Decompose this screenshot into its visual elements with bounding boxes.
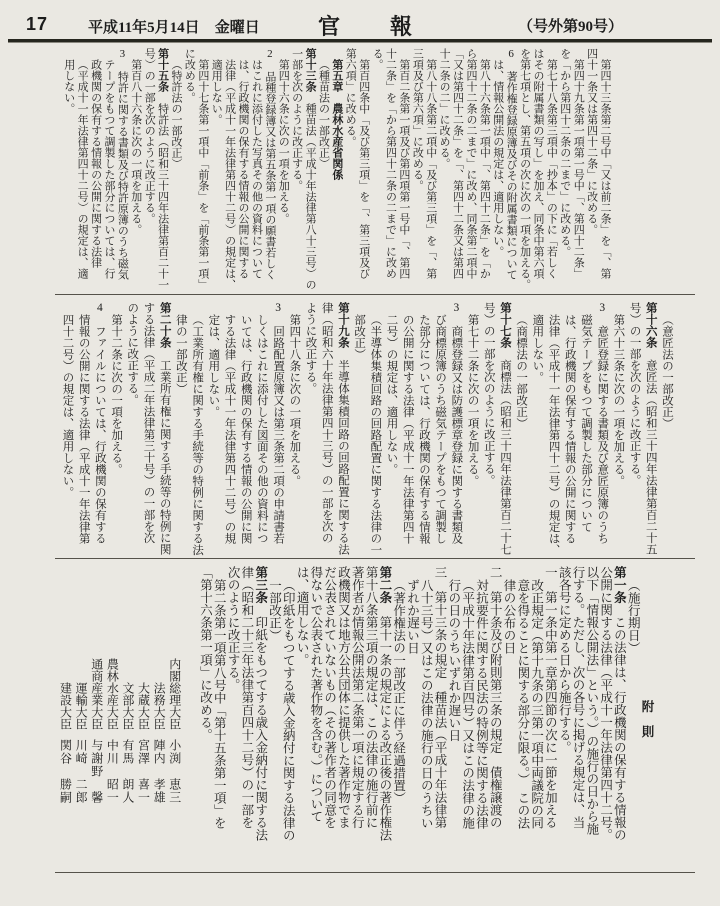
- text-column: 第六十三条に次の一項を加える。: [612, 313, 625, 486]
- text-column: （半導体集積回路の回路配置に関する法律の一: [369, 313, 382, 555]
- text-column: に改める。: [183, 48, 196, 103]
- text-column: 律（昭和二十三年法律第百四十二号）の一部を: [239, 566, 254, 829]
- minister-title: 農林水産大臣: [105, 658, 120, 730]
- text-column: び商標原簿のうち磁気テープをもつて調製し: [434, 313, 447, 544]
- text-column: （平成十一年法律第四十二号）の規定は、適: [76, 59, 89, 279]
- text-column: いては、行政機関の保有する情報の公開に関: [239, 313, 252, 544]
- text-column: 二 第十条及び附則第三条の規定 債権譲渡の: [488, 566, 503, 829]
- text-column: だ公表されていないもの（その著作者の同意を: [322, 566, 337, 829]
- header-rule: [8, 39, 712, 43]
- text-column: 政機関又は地方公共団体に提供した著作物でま: [336, 566, 351, 829]
- article-number: 第十六条: [644, 302, 657, 348]
- text-column: 4 ファイルについては、行政機関の保有する: [93, 302, 106, 544]
- text-column: 部改正）: [353, 313, 366, 360]
- minister-name: 有馬 朗人: [120, 739, 135, 804]
- signature: [119, 658, 135, 804]
- text-column: （著作権法の一部改正に伴う経過措置）: [391, 578, 406, 804]
- text-column: はこれに添付した写真その他の資料について: [250, 59, 263, 279]
- text-column: （印紙をもつてする歳入金納付に関する法律の: [281, 578, 296, 841]
- text-column: 第百二条第一項及び第四項第一号中「、第四: [397, 59, 410, 279]
- text-column: 第一条 この法律は、行政機関の保有する情報の: [612, 566, 627, 841]
- text-column: 三項及び第六項」に改める。: [411, 48, 424, 191]
- minister-name: 宮澤 喜一: [136, 739, 151, 804]
- signature: [73, 658, 89, 804]
- text-column: 第四十三条第二号中「又は前二条」を「、第: [599, 59, 611, 279]
- text-column: 次のように改正する。: [226, 566, 241, 691]
- text-column: 律の一部改正）: [174, 313, 187, 394]
- text-column: 3 特許に関する書類及び特許原簿のうち磁気: [116, 48, 129, 280]
- article-number: 第十五条: [156, 48, 169, 92]
- article-number: 第一条: [612, 566, 627, 604]
- text-column: 磁気テープをもつて調製した部分について: [579, 313, 592, 532]
- text-column: は、行政機関の保有する情報の公開に関する: [237, 59, 250, 279]
- page-header: [0, 8, 720, 40]
- text-column: 改正規定（第十九条の三第一項中両議院の同: [529, 578, 544, 829]
- text-column: 第十七条 商標法（昭和三十四年法律第百二十七: [498, 302, 511, 555]
- text-column: 第三条 印紙をもつてする歳入金納付に関する法: [253, 566, 268, 841]
- signature: [166, 658, 182, 804]
- text-column: 第四十七条第一項中「前条」を「前条第一項」: [196, 59, 209, 290]
- article-number: 第十七条: [498, 302, 511, 348]
- issue-number: （号外第90号）: [518, 19, 624, 35]
- text-column: を第七項とし、第五項の次に次の一項を加える。: [518, 48, 531, 290]
- text-column: は、行政機関の保有する情報の公開に関する: [563, 313, 576, 544]
- text-band-top: [55, 48, 695, 295]
- signature: [151, 658, 167, 804]
- text-column: する法律（平成二年法律第三十号）の一部を次: [142, 302, 155, 544]
- text-column: 法律（平成十一年法律第四十二号）の規定は、: [223, 59, 236, 290]
- text-column: 第十五条 特許法（昭和三十四年法律第百二十一: [156, 48, 169, 290]
- text-column: 一部を次のように改正する。: [290, 48, 303, 191]
- minister-title: 法務大臣: [152, 682, 167, 730]
- page-number: 17: [26, 14, 49, 34]
- text-column: 該各号に定める日から施行する。: [557, 566, 572, 754]
- text-column: 第百四条中「及び第三項」を「、第三項及び: [357, 59, 370, 279]
- text-column: 第六項」に改める。: [344, 48, 357, 147]
- text-column: 適用しない。: [531, 313, 544, 383]
- minister-name: 川崎 二郎: [74, 739, 89, 804]
- text-column: 第十二条に次の一項を加える。: [110, 313, 123, 475]
- text-column: 第四十六条に次の一項を加える。: [277, 59, 290, 224]
- text-column: する法律（平成十一年法律第四十二号）の規: [223, 313, 236, 544]
- minister-title: 大蔵大臣: [136, 682, 151, 730]
- article-number: 第三条: [253, 566, 268, 604]
- text-column: 第七十二条に次の一項を加える。: [466, 313, 479, 486]
- text-column: 第十三条 種苗法（平成十年法律第八十三号）の: [304, 48, 317, 290]
- minister-name: 小渕 恵三: [167, 739, 182, 804]
- text-column: 第八十六条第一項中「、第四十二条」を「か: [478, 59, 491, 279]
- text-column: 意を得ることに関する部分に限る。） この法: [515, 578, 530, 829]
- text-column: 第十六条 意匠法（昭和三十四年法律第百二十五: [644, 302, 657, 555]
- minister-name: 関谷 勝嗣: [58, 739, 73, 804]
- text-column: ように改正する。: [304, 302, 317, 394]
- text-column: る。: [371, 48, 384, 70]
- text-column: 定は、適用しない。: [207, 313, 220, 417]
- text-column: 号）の一部を次のように改正する。: [482, 302, 495, 486]
- text-column: 第四十八条に次の一項を加える。: [288, 313, 301, 486]
- text-column: （種苗法の一部改正）: [317, 59, 330, 169]
- text-column: 第七十八条第三項中「抄本」の下に「若しく: [545, 59, 558, 279]
- signature: [88, 658, 104, 804]
- text-column: 四十一条又は第四十二条」に改める。: [585, 48, 598, 235]
- text-column: 十二条」を「から第四十二条の二まで」に改め: [384, 48, 397, 279]
- text-column: 公開に関する法律（平成十一年法律第四十二号。: [598, 566, 613, 841]
- text-column: 律の公布の日: [502, 578, 517, 654]
- minister-title: 運輸大臣: [74, 682, 89, 730]
- issue-date: 平成11年5月14日 金曜日: [88, 20, 260, 36]
- text-column: は、情報公開法の規定は、適用しない。: [491, 59, 504, 257]
- signature: [104, 658, 120, 804]
- text-column: 6 著作権登録原簿及びその附属書類について: [505, 48, 518, 280]
- text-column: 第四十九条第一項第一号中「、第四十二条」: [572, 59, 585, 279]
- text-column: た部分については、行政機関の保有する情報: [417, 313, 430, 544]
- text-column: 第十八条第三項の規定は、この法律の施行前に: [364, 566, 379, 829]
- text-column: 行の日のうちいずれか遅い日: [446, 578, 461, 741]
- text-column: （商標法の一部改正）: [515, 313, 528, 429]
- text-column: 第二条 第十一条の規定による改正後の著作権法: [377, 566, 392, 841]
- text-column: 法律（平成十一年法律第四十二号）の規定は、: [547, 313, 560, 555]
- text-column: 2 品種登録簿又は第五条第一項の願書若しく: [263, 48, 276, 280]
- text-column: 得ないで公表された著作物を含む。）について: [308, 566, 323, 823]
- text-column: を「から第四十二条の二まで」に改める。: [558, 48, 571, 257]
- text-column: 「第十六条第一項」に改める。: [198, 566, 213, 741]
- text-band-bottom: [55, 566, 695, 873]
- article-number: 第二条: [377, 566, 392, 604]
- text-column: 四十二号）の規定は、適用しない。: [61, 313, 74, 498]
- text-column: 「又は第四十二条」を「、第四十二条又は第四: [451, 48, 464, 279]
- text-column: 一部改正）: [267, 578, 282, 641]
- text-column: 3 商標登録又は防護標章登録に関する書類及: [450, 302, 463, 544]
- minister-title: 内閣総理大臣: [167, 658, 182, 730]
- text-band-middle: [55, 302, 695, 559]
- text-column: 用しない。: [62, 59, 75, 114]
- text-column: ら第四十二条の二まで」に改め、同条第二項中: [464, 48, 477, 279]
- text-column: 号）の一部を次のように改正する。: [143, 48, 156, 224]
- text-column: 以下「情報公開法」という。）の施行の日から施: [584, 566, 599, 835]
- text-column: しくはこれに添付した図面その他の資料につ: [255, 313, 268, 544]
- text-column: 一 第一条中第一章第四節の次に一節を加える: [543, 566, 558, 829]
- signature: [135, 658, 151, 804]
- gazette-title: 官 報: [318, 14, 415, 39]
- text-column: 第二十条 工業所有権に関する手続等の特例に関: [158, 302, 171, 555]
- text-column: 律（昭和六十年法律第四十三号）の一部を次の: [320, 302, 333, 544]
- text-column: 八十三号）又はこの法律の施行の日のうちい: [419, 578, 434, 829]
- text-column: 三 第十三条の規定 種苗法（平成十年法律第: [433, 566, 448, 829]
- text-column: は、適用しない。: [295, 566, 310, 666]
- text-column: （意匠法の一部改正）: [661, 313, 673, 429]
- text-column: テープをもつて調製した部分については、行: [102, 59, 115, 279]
- text-column: （施行期日）: [626, 578, 641, 654]
- text-column: 第二条第一項第八号中「第十五条第一項」を: [212, 578, 227, 829]
- minister-title: 建設大臣: [58, 682, 73, 730]
- text-column: 政機関の保有する情報の公開に関する法律: [89, 59, 102, 268]
- text-column: 適用しない。: [210, 59, 223, 125]
- article-number: 第二十条: [158, 302, 171, 348]
- text-column: （工業所有権に関する手続等の特例に関する法: [191, 313, 204, 555]
- text-column: のように改正する。: [126, 302, 139, 406]
- text-column: 第百八十六条に次の一項を加える。: [129, 59, 142, 235]
- text-column: ずれか遅い日: [405, 578, 420, 654]
- text-column: 著作者が情報公開法第二条第一項に規定する行: [350, 566, 365, 829]
- minister-name: 中川 昭一: [105, 739, 120, 804]
- text-column: 3 意匠登録に関する書類及び意匠原簿のうち: [596, 302, 609, 544]
- text-column: の公開に関する法律（平成十一年法律第四十: [401, 313, 414, 544]
- text-column: 号）の一部を次のように改正する。: [628, 302, 641, 486]
- minister-name: 陣内 孝雄: [152, 739, 167, 804]
- text-column: 第十九条 半導体集積回路の回路配置に関する法: [336, 302, 349, 555]
- text-column: 十二条の二」に改める。: [438, 48, 451, 169]
- minister-title: 文部大臣: [120, 682, 135, 730]
- signature-block: [57, 566, 182, 804]
- text-column: （特許法の一部改正）: [170, 59, 182, 169]
- minister-title: 通商産業大臣: [89, 658, 104, 730]
- text-column: 情報の公開に関する法律（平成十一年法律第: [77, 313, 90, 544]
- article-number: 第十三条: [304, 48, 317, 92]
- text-column: 第五章 農林水産省関係: [330, 59, 343, 180]
- minister-name: 与謝野 馨: [89, 739, 104, 804]
- text-column: 附 則: [640, 700, 654, 738]
- text-column: 二号）の規定は、適用しない。: [385, 313, 398, 475]
- article-number: 第十九条: [336, 302, 349, 348]
- text-column: 行する。ただし、次の各号に掲げる規定は、当: [571, 566, 586, 829]
- text-column: 対抗要件に関する民法の特例等に関する法律: [474, 578, 489, 829]
- text-column: 第八十八条第二項中「及び第三項」を「、第: [424, 59, 437, 279]
- signature: [57, 658, 73, 804]
- text-column: （平成十年法律第百四号）又はこの法律の施: [460, 578, 475, 829]
- text-column: はその附属書類の写し」を加え、同条中第六項: [531, 48, 544, 279]
- text-column: 3 回路配置原簿又は第三条第二項の申請書若: [272, 302, 285, 544]
